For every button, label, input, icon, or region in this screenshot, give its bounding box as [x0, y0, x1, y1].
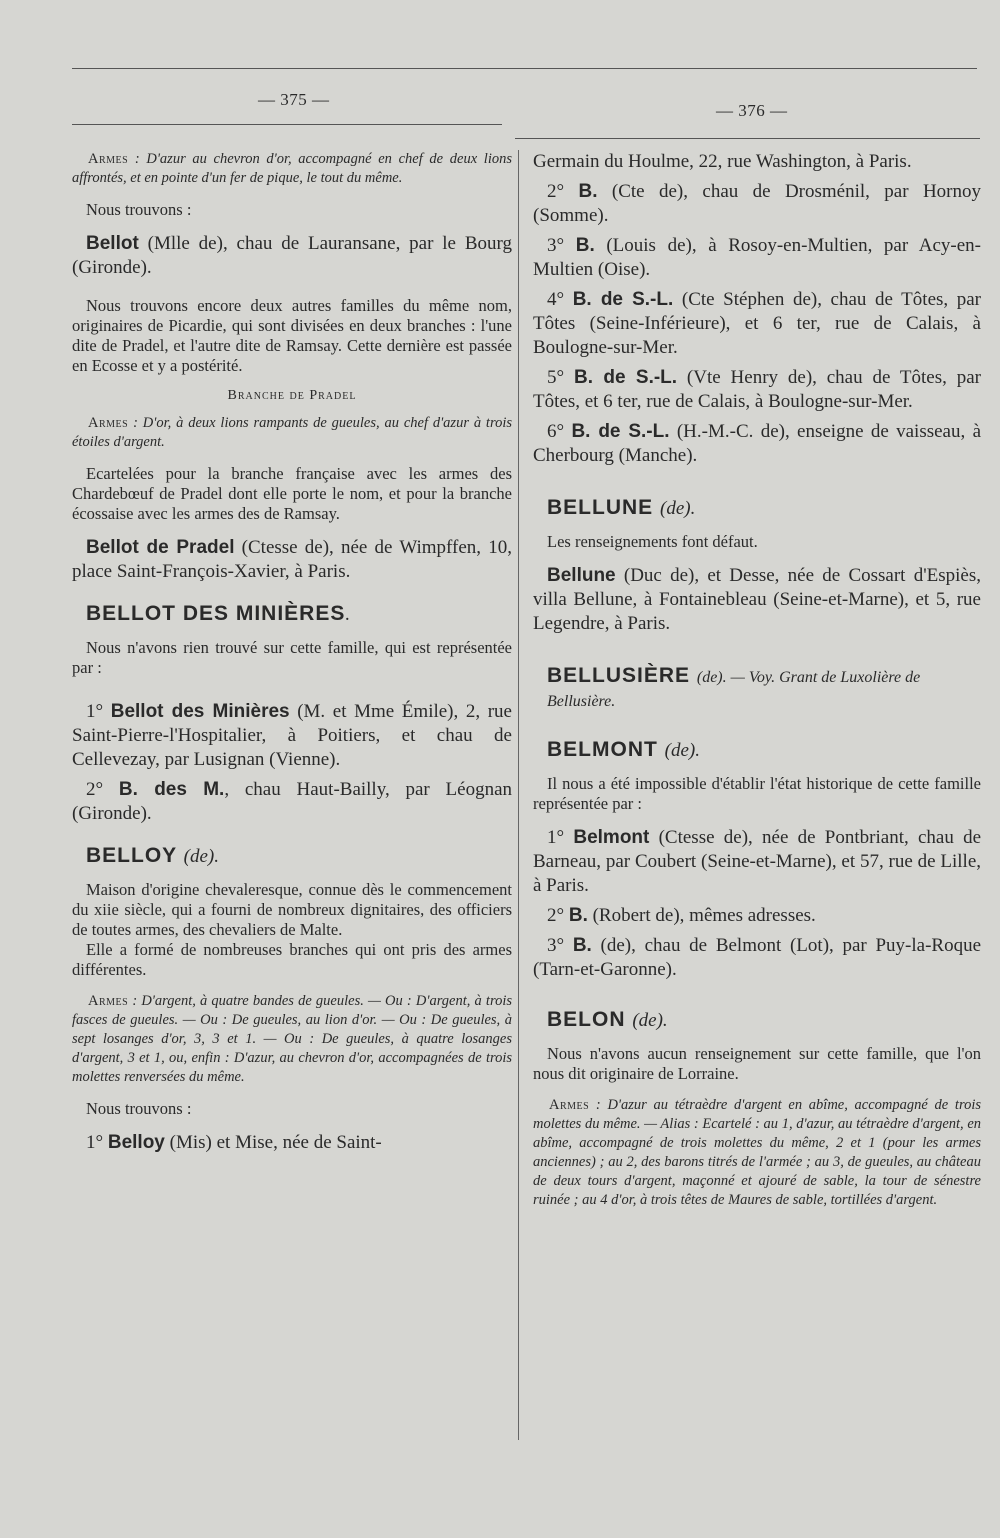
entry-name: Bellot des Minières [110, 701, 290, 722]
entry-bellot-de-pradel [72, 536, 512, 584]
heading-suffix: (de). [660, 498, 696, 519]
heading-name: BELLUNE [547, 496, 654, 519]
armes-label: Armes [88, 993, 129, 1009]
header-rule-right [515, 138, 980, 139]
paragraph: Maison d'origine chevaleresque, connue dès le commencement du xiie siècle, qui a fourni de nombreux dignitaires, des officiers de toutes armes, des chevaliers de Malte. [72, 880, 512, 939]
nous-trouvons: Nous trouvons : [86, 200, 192, 219]
column-divider [518, 150, 519, 1440]
entry-belmont-1 [533, 826, 981, 898]
armes-text: : D'argent, à quatre bandes de gueules. — Ou : D'argent, à trois fasces de gueules. — Ou : De gueules, au lion d'or. — Ou : De gueules, à sept losanges d'or, 3, 3 et 1. — Ou : De gueules, à quatre losanges d'argent, 3 et 1, ou, enfin : D'azur, au chevron d'or, accompagnées de trois molettes renversées du même. [72, 993, 512, 1085]
entry-text: (Mlle de), chau de Lauransane, par le Bourg (Gironde). [72, 233, 512, 278]
paragraph: Ecartelées pour la branche française avec les armes des Chardebœuf de Pradel dont elle porte le nom, et pour la branche écossaise avec les armes des de Ramsay. [72, 464, 512, 523]
entry-number: 3° [547, 935, 565, 956]
branche-heading: Branche de Pradel [227, 388, 357, 403]
armes-block [72, 414, 512, 452]
armes-label: Armes [88, 151, 129, 167]
entry-text: (Cte Stéphen de), chau de Tôtes, par Tôtes (Seine-Inférieure), et 6 ter, rue de Calais, à Boulogne-sur-Mer. [533, 289, 981, 358]
entry-name: B. des M. [118, 779, 225, 800]
entry-name: Belloy [107, 1132, 165, 1153]
entry-text: (Vte Henry de), chau de Tôtes, par Tôtes, et 6 ter, rue de Calais, à Boulogne-sur-Mer. [533, 367, 981, 412]
heading-name: BELLOT DES MINIÈRES [86, 602, 346, 625]
entry-belmont-3 [533, 934, 981, 982]
entry-bellune [533, 564, 981, 636]
entry-text: (M. et Mme Émile), 2, rue Saint-Pierre-l'Hospitalier, à Poitiers, et chau de Cellevezay, par Lusignan (Vienne). [72, 701, 512, 770]
section-heading [547, 1008, 981, 1032]
paragraph: Nous n'avons aucun renseignement sur cette famille, que l'on nous dit originaire de Lorraine. [533, 1044, 981, 1083]
entry-name: B. de S.-L. [573, 367, 678, 388]
entry-name: B. [572, 935, 592, 956]
armes-text: : D'or, à deux lions rampants de gueules, au chef d'azur à trois étoiles d'argent. [72, 415, 512, 450]
armes-label: Armes [88, 415, 129, 431]
entry-bellot [72, 232, 512, 280]
armes-block [72, 992, 512, 1087]
entry-number: 5° [547, 367, 565, 388]
entry-text: (Ctesse de), née de Pontbriant, chau de Barneau, par Coubert (Seine-et-Marne), et 57, rue de Lille, à Paris. [533, 827, 981, 896]
heading-suffix: . [345, 604, 351, 625]
entry-text: (Mis) et Mise, née de Saint- [164, 1132, 382, 1153]
entry-number: 2° [547, 181, 565, 202]
top-rule [72, 68, 977, 69]
left-page-number: — 375 — [258, 90, 330, 109]
entry-name: B. [575, 235, 595, 256]
entry-text: (Ctesse de), née de Wimpffen, 10, place Saint-François-Xavier, à Paris. [72, 537, 512, 582]
entry-number: 2° [547, 905, 565, 926]
entry-name: B. [568, 905, 588, 926]
entry-number: 6° [547, 421, 565, 442]
entry-b-des-m [72, 778, 512, 826]
entry-number: 3° [547, 235, 565, 256]
section-heading [86, 844, 512, 868]
entry-name: Bellot de Pradel [86, 537, 235, 558]
entry-number: 1° [86, 701, 104, 722]
left-column [72, 150, 512, 1161]
entry-name: B. de S.-L. [571, 421, 670, 442]
entry-number: 2° [86, 779, 104, 800]
heading-name: BELON [547, 1008, 626, 1031]
paragraph: Il nous a été impossible d'établir l'état historique de cette famille représentée par : [533, 774, 981, 813]
entry-name: B. de S.-L. [572, 289, 674, 310]
entry-name: B. [578, 181, 598, 202]
heading-suffix: (de). — Voy. Grant de Luxolière de Bellusière. [547, 669, 921, 710]
entry-belloy-3 [533, 234, 981, 282]
section-heading [547, 664, 981, 712]
entry-belloy-4 [533, 288, 981, 360]
paragraph: Elle a formé de nombreuses branches qui ont pris des armes différentes. [72, 940, 512, 979]
paragraph: Les renseignements font défaut. [547, 532, 758, 551]
entry-name: Belmont [573, 827, 650, 848]
heading-suffix: (de). [632, 1010, 668, 1031]
armes-block [72, 150, 512, 188]
entry-text: (H.-M.-C. de), enseigne de vaisseau, à Cherbourg (Manche). [533, 421, 981, 466]
section-heading [547, 496, 981, 520]
section-heading [547, 738, 981, 762]
entry-number: 1° [86, 1132, 104, 1153]
entry-belloy-6 [533, 420, 981, 468]
entry-text: (Cte de), chau de Drosménil, par Hornoy (Somme). [533, 181, 981, 226]
entry-continued: Germain du Houlme, 22, rue Washington, à Paris. [533, 151, 912, 172]
entry-number: 4° [547, 289, 565, 310]
entry-text: (Duc de), et Desse, née de Cossart d'Espiès, villa Bellune, à Fontainebleau (Seine-et-Marne), et 5, rue Legendre, à Paris. [533, 565, 981, 634]
entry-name: Bellot [86, 233, 139, 254]
armes-block [533, 1096, 981, 1210]
heading-suffix: (de). [183, 846, 219, 867]
nous-trouvons: Nous trouvons : [86, 1099, 192, 1118]
heading-name: BELLUSIÈRE [547, 664, 691, 687]
heading-name: BELLOY [86, 844, 177, 867]
entry-name: Bellune [547, 565, 616, 586]
entry-text: (Louis de), à Rosoy-en-Multien, par Acy-en-Multien (Oise). [533, 235, 982, 280]
armes-text: : D'azur au tétraèdre d'argent en abîme, accompagné de trois molettes du même. — Alias : Ecartelé : au 1, d'azur, au tétraèdre d'argent, en abîme, accompagné de trois molettes du même, 2 et 1 (pour les armes anciennes) ; au 2, des barons titrés de l'armée ; au 3, de gueules, au château de deux tours d'argent, maçonné et ajouré de sable, la tour de sénestre ruinée ; au 4 d'or, à trois têtes de Maures de sable, tortillées d'argent. [533, 1097, 981, 1208]
entry-text: (de), chau de Belmont (Lot), par Puy-la-Roque (Tarn-et-Garonne). [533, 935, 981, 980]
entry-number: 1° [547, 827, 565, 848]
armes-label: Armes [549, 1097, 590, 1113]
heading-name: BELMONT [547, 738, 658, 761]
entry-bellot-des-minieres [72, 700, 512, 772]
heading-suffix: (de). [664, 740, 701, 761]
entry-belloy-5 [533, 366, 981, 414]
entry-belloy [72, 1131, 512, 1155]
paragraph: Nous n'avons rien trouvé sur cette famille, qui est représentée par : [72, 638, 512, 677]
right-column [533, 150, 981, 1222]
right-page-number: — 376 — [716, 101, 788, 120]
entry-text: (Robert de), mêmes adresses. [587, 905, 816, 926]
paragraph: Nous trouvons encore deux autres familles du même nom, originaires de Picardie, qui sont divisées en deux branches : l'une dite de Pradel, et l'autre dite de Ramsay. Cette dernière est passée en Ecosse et y a postérité. [72, 296, 512, 375]
entry-belloy-2 [533, 180, 981, 228]
entry-belmont-2 [533, 904, 981, 928]
header-rule-left [72, 124, 502, 125]
entry-text: , chau Haut-Bailly, par Léognan (Gironde). [72, 779, 513, 824]
section-heading [86, 602, 512, 626]
armes-text: : D'azur au chevron d'or, accompagné en chef de deux lions affrontés, et en pointe d'un fer de pique, le tout du même. [72, 151, 512, 186]
